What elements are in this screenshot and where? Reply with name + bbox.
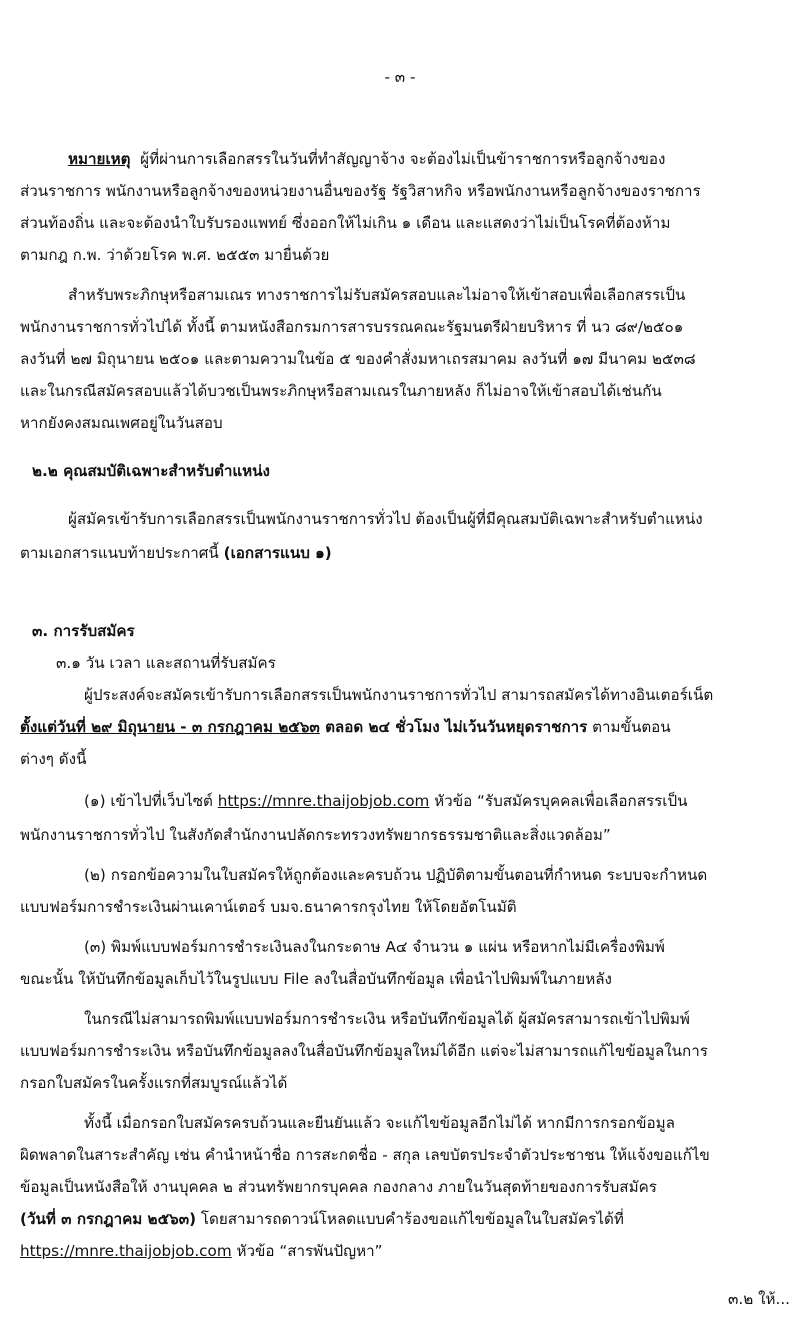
- section-3-intro-line-2: [20, 716, 790, 738]
- final-line-1: ทั้งนี้ เมื่อกรอกใบสมัครครบถ้วนและยืนยันแล้ว จะแก้ไขข้อมูลอีกไม่ได้ หากมีการกรอกข้อมูล: [84, 1114, 675, 1132]
- section-2-2-text: ตามเอกสารแนบท้ายประกาศนี้: [20, 544, 224, 562]
- step-2-line-1: (๒) กรอกข้อความในใบสมัครให้ถูกต้องและครบถ้วน ปฏิบัติตามขั้นตอนที่กำหนด ระบบจะกำหนด: [84, 866, 708, 884]
- step-1-prefix: (๑) เข้าไปที่เว็บไซต์: [84, 792, 218, 810]
- note-label: หมายเหตุ: [68, 150, 131, 168]
- step-3-line-2: ขณะนั้น ให้บันทึกข้อมูลเก็บไว้ในรูปแบบ File ลงในสื่อบันทึกข้อมูล เพื่อนำไปพิมพ์ในภายหลัง: [20, 970, 612, 988]
- section-3-intro-line-3: ต่างๆ ดังนี้: [20, 750, 87, 768]
- section-2-2-line-1: ผู้สมัครเข้ารับการเลือกสรรเป็นพนักงานราชการทั่วไป ต้องเป็นผู้ที่มีคุณสมบัติเฉพาะสำหรับตำแหน่ง: [68, 510, 703, 528]
- section-3-intro-line-1: ผู้ประสงค์จะสมัครเข้ารับการเลือกสรรเป็นพนักงานราชการทั่วไป สามารถสมัครได้ทางอินเตอร์เน็ต: [84, 686, 714, 704]
- note-paragraph-line-4: ตามกฎ ก.พ. ว่าด้วยโรค พ.ศ. ๒๕๕๓ มายื่นด้วย: [20, 246, 330, 264]
- final-line-2: ผิดพลาดในสาระสำคัญ เช่น คำนำหน้าชื่อ การสะกดชื่อ - สกุล เลขบัตรประจำตัวประชาชน ให้แจ้งขอแก้ไข: [20, 1146, 710, 1164]
- section-2-2-heading: ๒.๒ คุณสมบัติเฉพาะสำหรับตำแหน่ง: [32, 462, 270, 480]
- section-2-2-line-2: [20, 542, 790, 564]
- application-period: ตั้งแต่วันที่ ๒๙ มิถุนายน - ๓ กรกฎาคม ๒๕๖๓: [20, 718, 320, 736]
- attachment-reference: (เอกสารแนบ ๑): [223, 544, 332, 562]
- monk-paragraph-line-1: สำหรับพระภิกษุหรือสามเณร ทางราชการไม่รับสมัครสอบและไม่อาจให้เข้าสอบเพื่อเลือกสรรเป็น: [68, 286, 686, 304]
- case-line-3: กรอกใบสมัครในครั้งแรกที่สมบูรณ์แล้วได้: [20, 1074, 288, 1092]
- step-3-line-1: (๓) พิมพ์แบบฟอร์มการชำระเงินลงในกระดาษ A๔ จำนวน ๑ แผ่น หรือหากไม่มีเครื่องพิมพ์: [84, 938, 665, 956]
- case-line-1: ในกรณีไม่สามารถพิมพ์แบบฟอร์มการชำระเงิน หรือบันทึกข้อมูลได้ ผู้สมัครสามารถเข้าไปพิมพ์: [84, 1010, 690, 1028]
- note-text: ผู้ที่ผ่านการเลือกสรรในวันที่ทำสัญญาจ้าง จะต้องไม่เป็นข้าราชการหรือลูกจ้างของ: [140, 150, 666, 168]
- step-1-suffix: หัวข้อ “รับสมัครบุคคลเพื่อเลือกสรรเป็น: [429, 792, 688, 810]
- step-1-line-1: [20, 790, 800, 812]
- website-link[interactable]: https://mnre.thaijobjob.com: [217, 792, 430, 810]
- section-3-heading: ๓. การรับสมัคร: [32, 622, 135, 640]
- step-2-line-2: แบบฟอร์มการชำระเงินผ่านเคาน์เตอร์ บมจ.ธนาคารกรุงไทย ให้โดยอัตโนมัติ: [20, 898, 517, 916]
- continuation-marker: ๓.๒ ให้...: [728, 1290, 790, 1308]
- final-line-3: ข้อมูลเป็นหนังสือให้ งานบุคคล ๒ ส่วนทรัพยากรบุคคล กองกลาง ภายในวันสุดท้ายของการรับสมัคร: [20, 1178, 657, 1196]
- monk-paragraph-line-5: หากยังคงสมณเพศอยู่ในวันสอบ: [20, 414, 223, 432]
- download-text: โดยสามารถดาวน์โหลดแบบคำร้องขอแก้ไขข้อมูลในใบสมัครได้ที่: [196, 1210, 624, 1228]
- monk-paragraph-line-2: พนักงานราชการทั่วไปได้ ทั้งนี้ ตามหนังสือกรมการสารบรรณคณะรัฐมนตรีฝ่ายบริหาร ที่ นว ๘๙/๒๕๐๑: [20, 318, 684, 336]
- step-1-line-2: พนักงานราชการทั่วไป ในสังกัดสำนักงานปลัดกระทรวงทรัพยากรธรรมชาติและสิ่งแวดล้อม”: [20, 826, 611, 844]
- monk-paragraph-line-3: ลงวันที่ ๒๗ มิถุนายน ๒๕๐๑ และตามความในข้อ ๕ ของคำสั่งมหาเถรสมาคม ลงวันที่ ๑๗ มีนาคม ๒๕๓๘: [20, 350, 696, 368]
- deadline-date: (วันที่ ๓ กรกฎาคม ๒๕๖๓): [20, 1210, 197, 1228]
- application-hours: ตลอด ๒๔ ชั่วโมง ไม่เว้นวันหยุดราชการ: [319, 718, 588, 736]
- note-paragraph-line-2: ส่วนราชการ พนักงานหรือลูกจ้างของหน่วยงานอื่นของรัฐ รัฐวิสาหกิจ หรือพนักงานหรือลูกจ้างของราชการ: [20, 182, 701, 200]
- monk-paragraph-line-4: และในกรณีสมัครสอบแล้วได้บวชเป็นพระภิกษุหรือสามเณรในภายหลัง ก็ไม่อาจให้เข้าสอบได้เช่นกัน: [20, 382, 662, 400]
- note-paragraph-line-3: ส่วนท้องถิ่น และจะต้องนำใบรับรองแพทย์ ซึ่งออกให้ไม่เกิน ๑ เดือน และแสดงว่าไม่เป็นโรคที่ต้องห้าม: [20, 214, 671, 232]
- page-number: - ๓ -: [384, 68, 416, 86]
- section-3-1-heading: ๓.๑ วัน เวลา และสถานที่รับสมัคร: [56, 654, 276, 672]
- final-line-4: [20, 1208, 790, 1230]
- intro-text: ตามขั้นตอน: [587, 718, 671, 736]
- final-line-5: [20, 1240, 790, 1262]
- problems-link[interactable]: https://mnre.thaijobjob.com: [20, 1242, 232, 1260]
- problems-topic: หัวข้อ “สารพันปัญหา”: [231, 1242, 383, 1260]
- note-paragraph-line-1: [20, 148, 800, 170]
- case-line-2: แบบฟอร์มการชำระเงิน หรือบันทึกข้อมูลลงในสื่อบันทึกข้อมูลใหม่ได้อีก แต่จะไม่สามารถแก้ไขข้อมูลในการ: [20, 1042, 708, 1060]
